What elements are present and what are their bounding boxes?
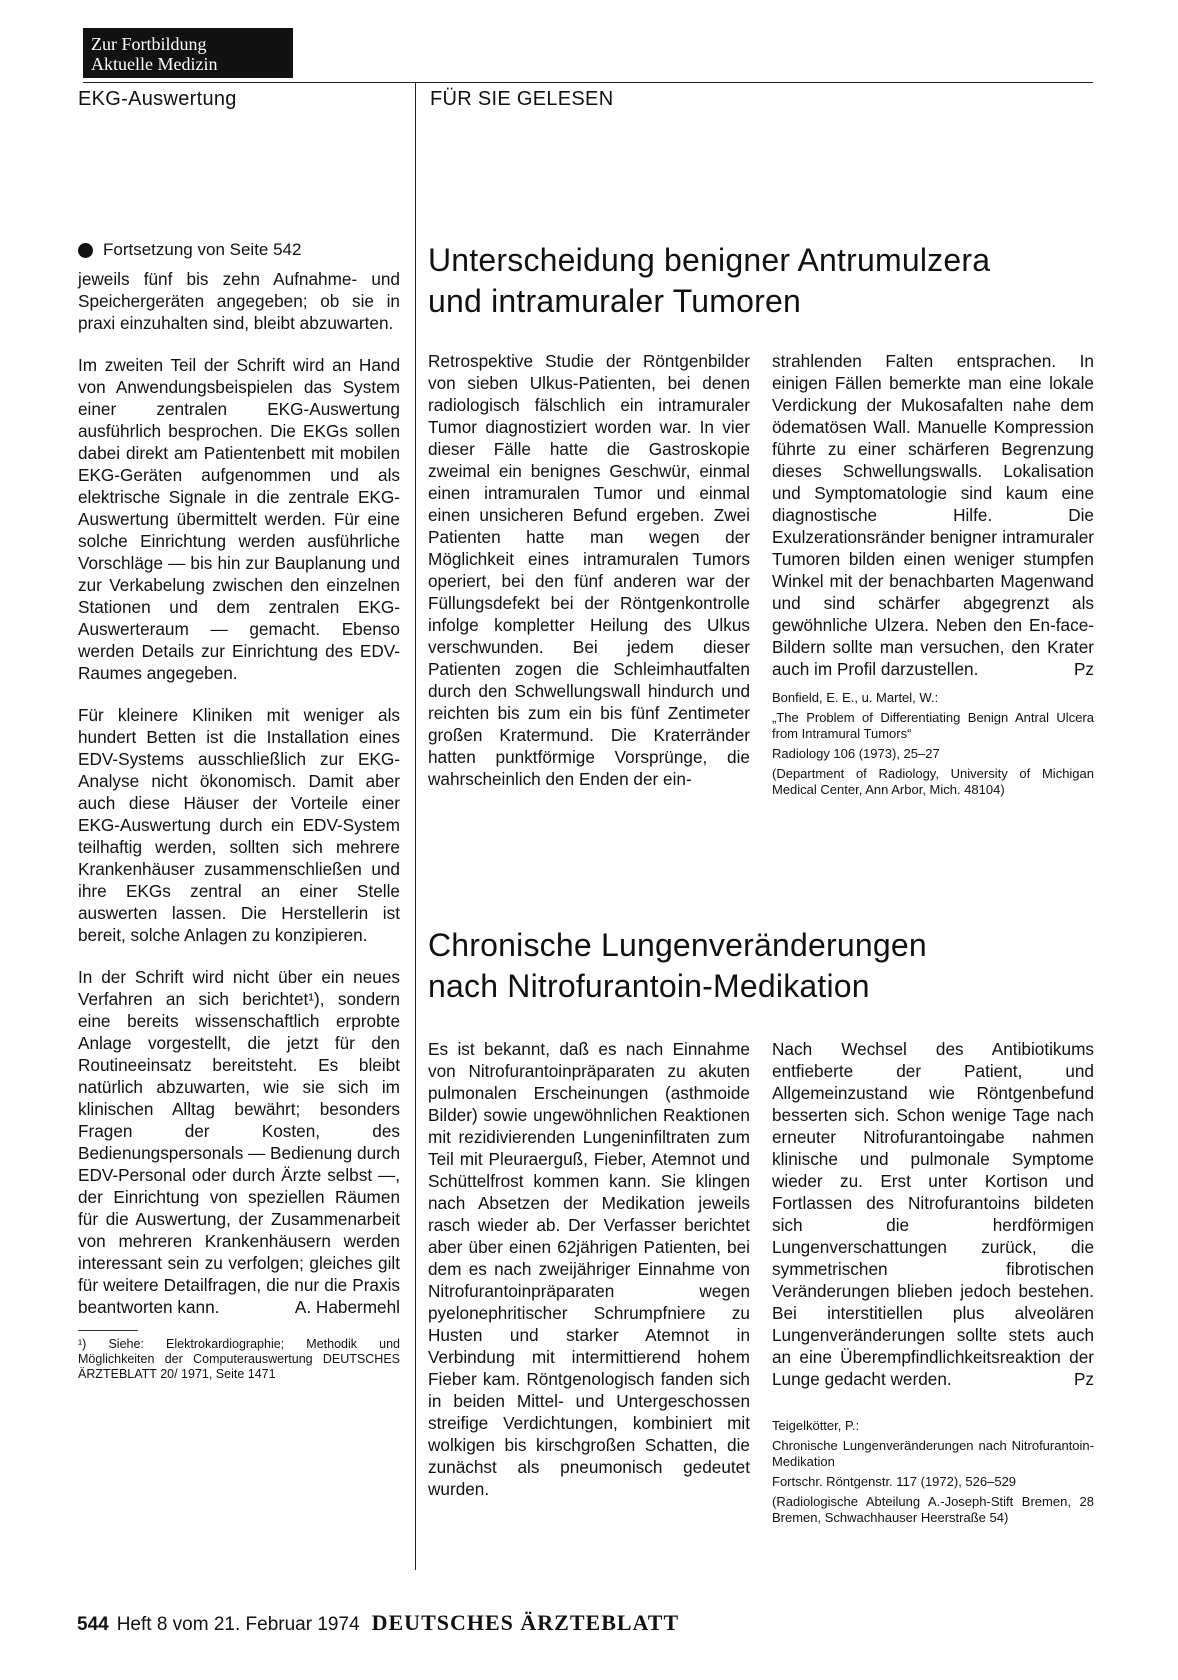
article1-title-line-1: Unterscheidung benigner Antrumulzera (428, 242, 991, 278)
left-column (78, 240, 400, 1382)
left-paragraph-1: jeweils fünf bis zehn Aufnahme- und Speichergeräten angegeben; ob sie in praxi einzuhalten sind, bleibt abzuwarten. (78, 269, 400, 333)
badge-line-2: Aktuelle Medizin (91, 54, 218, 74)
footnote: ¹) Siehe: Elektrokardiographie; Methodik und Möglichkeiten der Computerauswertung DEUTSCHES ÄRZTEBLATT 20/ 1971, Seite 1471 (78, 1337, 400, 1381)
footnote-rule (78, 1330, 138, 1331)
article1-column-2 (772, 350, 1094, 802)
right-section-label: FÜR SIE GELESEN (430, 88, 614, 110)
section-badge (83, 28, 293, 78)
column-divider (415, 82, 416, 1570)
left-paragraph-4 (78, 966, 400, 1318)
article2-title-line-1: Chronische Lungenveränderungen (428, 927, 927, 963)
article1-reference (772, 690, 1094, 798)
left-section-label: EKG-Auswertung (78, 88, 237, 110)
article2-reference (772, 1418, 1094, 1526)
left-paragraph-4-text: In der Schrift wird nicht über ein neues Verfahren an sich berichtet¹), sondern eine bereits wissenschaftlich erprobte Anlage vorgestellt, die jetzt für den Routineeinsatz bereitsteht. Es bleibt natürlich abzuwarten, wie sie sich im klinischen Alltag bewährt; besonders Fragen der Kosten, des Bedienungspersonals — Bedienung durch EDV-Personal oder durch Ärzte selbst —, der Einrichtung von speziellen Räumen für die Auswertung, der Zusammenarbeit von mehreren Krankenhäusern werden interessant sein zu verfolgen; gleiches gilt für weitere Detailfragen, die nur die Praxis beantworten kann. (78, 967, 401, 1317)
article1-body-1: Retrospektive Studie der Röntgenbilder von sieben Ulkus-Patienten, bei denen radiologisch fälschlich ein intramuraler Tumor diagnostiziert worden war. In vier dieser Fälle hatte die Gastroskopie zweimal ein benignes Geschwür, einmal einen intramuralen Tumor und einmal einen unsicheren Befund ergeben. Zwei Patienten hatte man wegen der Möglichkeit eines intramuralen Tumors operiert, bei den fünf anderen war der Füllungsdefekt bei der Röntgenkontrolle infolge kompletter Heilung des Ulkus verschwunden. Bei jedem dieser Patienten zogen die Schleimhautfalten durch den Schwellungswall hindurch und reichten bis zum ein bis fünf Zentimeter großen Kratermund. Die Kraterränder hatten punktförmige Vorsprünge, die wahrscheinlich den Enden der ein- (428, 351, 750, 789)
left-paragraph-3: Für kleinere Kliniken mit weniger als hundert Betten ist die Installation eines EDV-Systems ausschließlich zur EKG-Analyse nicht ökonomisch. Damit aber auch diese Häuser der Vorteile einer EKG-Auswertung durch ein EDV-System teilhaftig werden, sollten sich mehrere Krankenhäuser zusammenschließen und ihre EKGs zentral an einer Stelle auswerten lassen. Die Herstellerin ist bereit, solche Anlagen zu konzipieren. (78, 705, 400, 945)
page-number: 544 (77, 1614, 109, 1635)
article1-ref-address: (Department of Radiology, University of Michigan Medical Center, Ann Arbor, Mich. 48104) (772, 766, 1094, 797)
article2-signature: Pz (1073, 1369, 1094, 1389)
article2-body-2 (772, 1038, 1094, 1390)
page-footer (77, 1610, 679, 1636)
article2-ref-title: Chronische Lungenveränderungen nach Nitrofurantoin-Medikation (772, 1438, 1094, 1469)
badge-line-1: Zur Fortbildung (91, 34, 207, 54)
article2-ref-address: (Radiologische Abteilung A.-Joseph-Stift Bremen, 28 Bremen, Schwachhauser Heerstraße 54) (772, 1494, 1094, 1525)
header-rule (83, 82, 1093, 83)
journal-brand: DEUTSCHES ÄRZTEBLATT (371, 1610, 680, 1635)
left-paragraph-2: Im zweiten Teil der Schrift wird an Hand von Anwendungsbeispielen das System einer zentralen EKG-Auswertung ausführlich besprochen. Die EKGs sollen dabei direkt am Patientenbett mit mobilen EKG-Geräten aufgenommen und als elektrische Signale in die zentrale EKG-Auswertung übermittelt werden. Für eine solche Einrichtung werden ausführliche Vorschläge — bis hin zur Bauplanung und zur Verkabelung zwischen den einzelnen Stationen und dem zentralen EKG-Auswerteraum — gemacht. Ebenso werden Details zur Einrichtung des EDV-Raumes angegeben. (78, 355, 400, 683)
article1-ref-title: „The Problem of Differentiating Benign Antral Ulcera from Intramural Tumors“ (772, 710, 1094, 741)
article2-body-1: Es ist bekannt, daß es nach Einnahme von Nitrofurantoinpräparaten zu akuten pulmonalen Erscheinungen (asthmoide Bilder) sowie ungewöhnlichen Reaktionen mit rezidivierenden Lungeninfiltraten zum Teil mit Pleuraerguß, Fieber, Atemnot und Schüttelfrost kommen kann. Sie klingen nach Absetzen der Medikation jeweils rasch wieder ab. Der Verfasser berichtet aber über einen 62jährigen Patienten, bei dem es nach zweijähriger Einnahme von Nitrofurantoinpräparaten wegen pyelonephritischer Schrumpfniere zu Husten und starker Atemnot in Verbindung mit intermittierend hohem Fieber kam. Röntgenologisch fanden sich in beiden Mittel- und Untergeschossen streifige Verdichtungen, kombiniert mit wolkigen bis kirschgroßen Schatten, die zunächst als pneumonisch gedeutet wurden. (428, 1039, 750, 1499)
article2-column-1 (428, 1038, 750, 1500)
article2-title (428, 925, 1088, 1007)
article2-column-2 (772, 1038, 1094, 1530)
issue-info: Heft 8 vom 21. Februar 1974 (116, 1614, 360, 1635)
article1-title (428, 240, 1088, 322)
article2-ref-journal: Fortschr. Röntgenstr. 117 (1972), 526–529 (772, 1474, 1017, 1489)
article2-title-line-2: nach Nitrofurantoin-Medikation (428, 968, 870, 1004)
article1-ref-authors: Bonfield, E. E., u. Martel, W.: (772, 690, 939, 705)
article1-column-1 (428, 350, 750, 790)
article2-ref-authors: Teigelkötter, P.: (772, 1418, 860, 1433)
article1-title-line-2: und intramuraler Tumoren (428, 283, 801, 319)
article2-body-2-text: Nach Wechsel des Antibiotikums entfieberte der Patient, und Allgemeinzustand wie Röntgenbefund besserten sich. Schon wenige Tage nach erneuter Nitrofurantoingabe nahmen klinische und pulmonale Symptome wieder zu. Erst unter Kortison und Fortlassen des Nitrofurantoins bildeten sich die herdförmigen Lungenverschattungen zurück, die symmetrischen fibrotischen Veränderungen blieben jedoch bestehen. Bei interstitiellen plus alveolären Lungenveränderungen sollte stets auch an eine Überempfindlichkeitsreaktion der Lunge gedacht werden. (772, 1039, 1094, 1389)
article1-signature: Pz (1073, 659, 1094, 679)
article1-ref-journal: Radiology 106 (1973), 25–27 (772, 746, 940, 761)
bullet-dot-icon (78, 243, 93, 258)
article1-body-2 (772, 350, 1094, 680)
author-signature: A. Habermehl (294, 1297, 400, 1317)
continuation-text: Fortsetzung von Seite 542 (103, 240, 302, 259)
article1-body-2-text: strahlenden Falten entsprachen. In einigen Fällen bemerkte man eine lokale Verdickung der Mukosafalten nahe dem ödematösen Wall. Manuelle Kompression führte zu einer schärferen Begrenzung dieses Schwellungswalls. Lokalisation und Symptomatologie sind kaum eine diagnostische Hilfe. Die Exulzerationsränder benigner intramuraler Tumoren bilden einen weniger stumpfen Winkel mit der benachbarten Magenwand und sind schärfer abgegrenzt als gewöhnliche Ulzera. Neben den En-face-Bildern sollte man versuchen, den Krater auch im Profil darzustellen. (772, 351, 1094, 679)
continuation-note (78, 240, 400, 260)
